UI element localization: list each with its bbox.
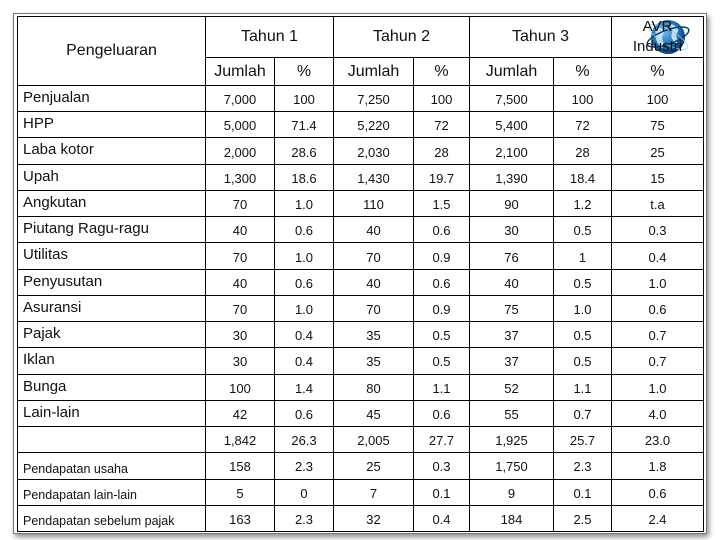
table-cell: 40 xyxy=(334,269,414,295)
row-label: Utilitas xyxy=(18,243,206,269)
table-cell: 1.2 xyxy=(554,190,612,216)
table-cell: 27.7 xyxy=(414,427,470,453)
table-row xyxy=(18,217,704,243)
table-cell: 37 xyxy=(470,348,554,374)
table-cell: 72 xyxy=(414,112,470,138)
table-cell: 1.4 xyxy=(275,374,334,400)
table-cell: 1.0 xyxy=(612,374,704,400)
table-row xyxy=(18,374,704,400)
table-cell: 0.4 xyxy=(414,505,470,531)
table-cell: 4.0 xyxy=(612,400,704,426)
table-cell: 32 xyxy=(334,505,414,531)
table-cell: 2,000 xyxy=(206,138,275,164)
table-cell: 100 xyxy=(414,86,470,112)
table-cell: 184 xyxy=(470,505,554,531)
table-cell: 0.4 xyxy=(275,348,334,374)
table-cell: 110 xyxy=(334,190,414,216)
row-label: Piutang Ragu-ragu xyxy=(18,217,206,243)
table-cell: 0.6 xyxy=(275,269,334,295)
table-cell: 0.7 xyxy=(612,322,704,348)
header-avr-industri xyxy=(612,17,704,58)
row-label: Pendapatan usaha xyxy=(18,453,206,479)
row-label: Pendapatan lain-lain xyxy=(18,479,206,505)
header-jumlah-3: Jumlah xyxy=(470,58,554,86)
table-row xyxy=(18,427,704,453)
table-cell: 40 xyxy=(206,269,275,295)
table-row xyxy=(18,138,704,164)
table-row xyxy=(18,505,704,531)
table-cell: 0 xyxy=(275,479,334,505)
table-cell: 0.5 xyxy=(554,269,612,295)
table-cell: 40 xyxy=(470,269,554,295)
table-row xyxy=(18,295,704,321)
table-cell: 0.5 xyxy=(414,348,470,374)
table-cell: 0.6 xyxy=(414,400,470,426)
table-cell: 1.0 xyxy=(554,295,612,321)
table-row xyxy=(18,322,704,348)
table-cell: 1.0 xyxy=(275,295,334,321)
table-cell: 2,100 xyxy=(470,138,554,164)
row-label: Upah xyxy=(18,164,206,190)
table-cell: 76 xyxy=(470,243,554,269)
table-cell: 90 xyxy=(470,190,554,216)
table-cell: 72 xyxy=(554,112,612,138)
row-label: Iklan xyxy=(18,348,206,374)
header-pengeluaran: Pengeluaran xyxy=(18,17,206,86)
table-cell: 70 xyxy=(206,190,275,216)
table-cell: 1 xyxy=(554,243,612,269)
table-row xyxy=(18,190,704,216)
table-cell: 1,300 xyxy=(206,164,275,190)
table-cell: 0.7 xyxy=(554,400,612,426)
table-cell: 0.6 xyxy=(414,269,470,295)
table-cell: 35 xyxy=(334,348,414,374)
table-row xyxy=(18,453,704,479)
table-row xyxy=(18,243,704,269)
table-cell: 70 xyxy=(206,243,275,269)
table-row xyxy=(18,86,704,112)
table-cell: 28 xyxy=(414,138,470,164)
header-row-years xyxy=(18,17,704,58)
table-cell: 2.3 xyxy=(275,453,334,479)
table-cell: 0.3 xyxy=(612,217,704,243)
table-cell: 75 xyxy=(470,295,554,321)
table-cell: 5 xyxy=(206,479,275,505)
table-cell: 55 xyxy=(470,400,554,426)
table-cell: 37 xyxy=(470,322,554,348)
table-cell: 100 xyxy=(554,86,612,112)
table-cell: 158 xyxy=(206,453,275,479)
table-cell: 1,430 xyxy=(334,164,414,190)
table-cell: 30 xyxy=(470,217,554,243)
table-cell: 1,390 xyxy=(470,164,554,190)
table-cell: 0.1 xyxy=(414,479,470,505)
table-cell: 35 xyxy=(334,322,414,348)
table-row xyxy=(18,479,704,505)
header-year-3: Tahun 3 xyxy=(470,17,612,58)
table-cell: 1.0 xyxy=(275,243,334,269)
table-body xyxy=(18,86,704,532)
header-jumlah-1: Jumlah xyxy=(206,58,275,86)
table-cell: 9 xyxy=(470,479,554,505)
table-cell: 0.6 xyxy=(612,479,704,505)
table-cell: 25 xyxy=(612,138,704,164)
table-cell: 0.4 xyxy=(612,243,704,269)
table-cell: 100 xyxy=(275,86,334,112)
row-label: Bunga xyxy=(18,374,206,400)
header-avr-line1: AVR xyxy=(642,18,673,35)
table-cell: 19.7 xyxy=(414,164,470,190)
table-cell: 1.0 xyxy=(275,190,334,216)
table-cell: 1,842 xyxy=(206,427,275,453)
table-cell: 1.5 xyxy=(414,190,470,216)
table-cell: 0.1 xyxy=(554,479,612,505)
table-cell: 0.7 xyxy=(612,348,704,374)
table-cell: 75 xyxy=(612,112,704,138)
table-cell: 45 xyxy=(334,400,414,426)
table-cell: 1.1 xyxy=(554,374,612,400)
table-cell: 52 xyxy=(470,374,554,400)
table-row xyxy=(18,400,704,426)
table-cell: 28.6 xyxy=(275,138,334,164)
table-cell: 0.6 xyxy=(612,295,704,321)
row-label: Penyusutan xyxy=(18,269,206,295)
table-cell: 0.6 xyxy=(275,217,334,243)
table-cell: 2.5 xyxy=(554,505,612,531)
table-row xyxy=(18,348,704,374)
row-label: Pendapatan sebelum pajak xyxy=(18,505,206,531)
table-cell: 2,030 xyxy=(334,138,414,164)
table-cell: 0.5 xyxy=(554,348,612,374)
table-cell: 0.9 xyxy=(414,243,470,269)
table-cell: 163 xyxy=(206,505,275,531)
table-cell: 70 xyxy=(206,295,275,321)
table-cell: 7,500 xyxy=(470,86,554,112)
table-cell: 0.3 xyxy=(414,453,470,479)
table-cell: 0.6 xyxy=(275,400,334,426)
table-cell: 25.7 xyxy=(554,427,612,453)
table-cell: 1,750 xyxy=(470,453,554,479)
table-cell: 1,925 xyxy=(470,427,554,453)
table-cell: 100 xyxy=(206,374,275,400)
table-cell: 0.5 xyxy=(554,217,612,243)
row-label: Lain-lain xyxy=(18,400,206,426)
header-year-2: Tahun 2 xyxy=(334,17,470,58)
table-cell: 18.4 xyxy=(554,164,612,190)
table-cell: 70 xyxy=(334,243,414,269)
header-pct-avr: % xyxy=(612,58,704,86)
table-cell: 2.4 xyxy=(612,505,704,531)
table-cell: 80 xyxy=(334,374,414,400)
table-cell: 2.3 xyxy=(554,453,612,479)
table-cell: 7 xyxy=(334,479,414,505)
row-label: HPP xyxy=(18,112,206,138)
table-cell: 7,250 xyxy=(334,86,414,112)
header-year-1: Tahun 1 xyxy=(206,17,334,58)
table-cell: 18.6 xyxy=(275,164,334,190)
table-cell: 70 xyxy=(334,295,414,321)
header-avr-line2: Industri xyxy=(632,38,683,55)
header-jumlah-2: Jumlah xyxy=(334,58,414,86)
table-cell: 5,000 xyxy=(206,112,275,138)
table-cell: 2,005 xyxy=(334,427,414,453)
table-cell: 71.4 xyxy=(275,112,334,138)
table-cell: 1.1 xyxy=(414,374,470,400)
row-label xyxy=(18,427,206,453)
row-label: Laba kotor xyxy=(18,138,206,164)
row-label: Pajak xyxy=(18,322,206,348)
header-pct-1: % xyxy=(275,58,334,86)
table-cell: 1.0 xyxy=(612,269,704,295)
table-cell: 0.9 xyxy=(414,295,470,321)
table-row xyxy=(18,164,704,190)
table-cell: 30 xyxy=(206,322,275,348)
table-cell: 15 xyxy=(612,164,704,190)
table-cell: 23.0 xyxy=(612,427,704,453)
header-pct-3: % xyxy=(554,58,612,86)
table-cell: 100 xyxy=(612,86,704,112)
table-cell: 0.6 xyxy=(414,217,470,243)
table-cell: 5,220 xyxy=(334,112,414,138)
table-cell: 7,000 xyxy=(206,86,275,112)
table-cell: 1.8 xyxy=(612,453,704,479)
table-cell: 0.5 xyxy=(554,322,612,348)
table-row xyxy=(18,269,704,295)
header-pct-2: % xyxy=(414,58,470,86)
table-cell: 25 xyxy=(334,453,414,479)
table-cell: 26.3 xyxy=(275,427,334,453)
table-cell: 40 xyxy=(334,217,414,243)
table-cell: 2.3 xyxy=(275,505,334,531)
table-cell: 30 xyxy=(206,348,275,374)
row-label: Angkutan xyxy=(18,190,206,216)
table-cell: 42 xyxy=(206,400,275,426)
row-label: Penjualan xyxy=(18,86,206,112)
table-cell: 0.4 xyxy=(275,322,334,348)
table-cell: t.a xyxy=(612,190,704,216)
table-cell: 40 xyxy=(206,217,275,243)
table-cell: 5,400 xyxy=(470,112,554,138)
expense-table xyxy=(17,16,704,532)
row-label: Asuransi xyxy=(18,295,206,321)
table-cell: 28 xyxy=(554,138,612,164)
table-cell: 0.5 xyxy=(414,322,470,348)
table-row xyxy=(18,112,704,138)
